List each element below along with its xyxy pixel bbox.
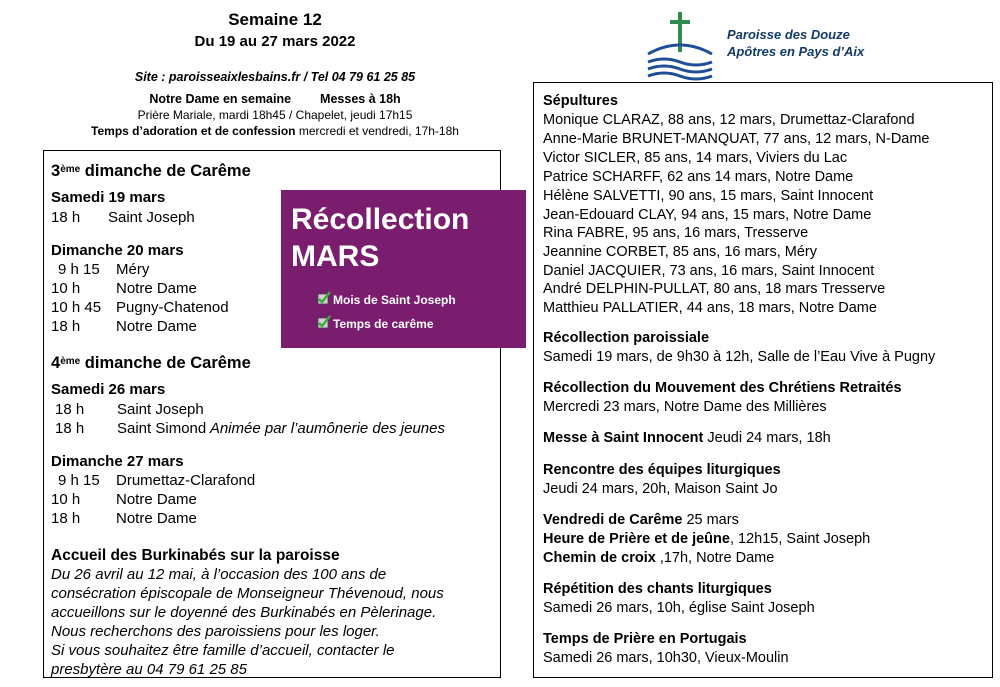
recollection-paroissiale-title: Récollection paroissiale	[543, 330, 710, 346]
sepulture-item: Daniel JACQUIER, 73 ans, 16 mars, Saint Innocent	[543, 263, 875, 279]
sepulture-item: Jean-Edouard CLAY, 94 ans, 15 mars, Notre Dame	[543, 207, 872, 223]
chants-title: Répétition des chants liturgiques	[543, 581, 772, 597]
burkina-line: consécration épiscopale de Monseigneur Thévenoud, nous	[51, 585, 444, 602]
mass-time: 10 h 45	[51, 299, 102, 316]
check-icon	[317, 291, 331, 305]
mass-time: 9 h 15	[58, 472, 100, 489]
recollection-check-1: Mois de Saint Joseph	[333, 293, 456, 307]
mcr-title: Récollection du Mouvement des Chrétiens Retraités	[543, 380, 902, 396]
mass-row	[58, 260, 149, 279]
messe-saint-innocent-title: Messe à Saint Innocent	[543, 430, 704, 446]
sat19-title: Samedi 19 mars	[51, 189, 166, 206]
sepulture-item: Victor SICLER, 85 ans, 14 mars, Viviers du Lac	[543, 150, 848, 166]
notre-dame-weekday-masses: Messes à 18h	[320, 92, 401, 106]
sepulture-item: Anne-Marie BRUNET-MANQUAT, 77 ans, 12 mars, N-Dame	[543, 131, 930, 147]
adoration-text: mercredi et vendredi, 17h-18h	[298, 124, 459, 138]
messe-saint-innocent	[543, 429, 831, 448]
burkina-line: Nous recherchons des paroissiens pour les loger.	[51, 623, 380, 640]
sepulture-item: Monique CLARAZ, 88 ans, 12 mars, Drumettaz-Clarafond	[543, 112, 915, 128]
sepulture-item: Matthieu PALLATIER, 44 ans, 18 mars, Notre Dame	[543, 300, 877, 316]
fourth-sunday-num: 4	[51, 354, 61, 372]
mass-place: Notre Dame	[116, 318, 197, 335]
vendredi-careme	[543, 511, 739, 530]
recollection-paroissiale-text: Samedi 19 mars, de 9h30 à 12h, Salle de l’Eau Vive à Pugny	[543, 349, 936, 365]
prayer-schedule: Prière Mariale, mardi 18h45 / Chapelet, jeudi 17h15	[137, 108, 413, 122]
mass-time: 18 h	[51, 510, 81, 527]
mass-place: Saint Joseph	[108, 209, 195, 226]
parish-name	[727, 26, 864, 60]
mass-row	[51, 208, 195, 227]
recollection-check-2: Temps de carême	[333, 317, 434, 331]
mass-time: 18 h	[51, 209, 81, 226]
mass-place: Notre Dame	[116, 510, 197, 527]
week-title: Semaine 12	[228, 10, 322, 29]
fourth-sunday-rest: dimanche de Carême	[80, 354, 251, 372]
burkina-line: Du 26 avril au 12 mai, à l’occasion des 100 ans de	[51, 566, 387, 583]
recollection-banner-month: MARS	[291, 240, 380, 273]
burkina-line: accueillons sur le doyenné des Burkinabés en Pèlerinage.	[51, 604, 437, 621]
mass-place: Méry	[116, 261, 150, 278]
chants-text: Samedi 26 mars, 10h, église Saint Joseph	[543, 600, 815, 616]
equipes-title: Rencontre des équipes liturgiques	[543, 462, 781, 478]
mass-place: Notre Dame	[116, 491, 197, 508]
mass-place: Saint Simond	[117, 420, 207, 437]
check-icon	[317, 315, 331, 329]
messe-saint-innocent-text: Jeudi 24 mars, 18h	[703, 430, 831, 446]
portugais-title: Temps de Prière en Portugais	[543, 631, 747, 647]
third-sunday-sup: ème	[60, 164, 81, 175]
mass-row	[51, 490, 197, 509]
recollection-banner-title: Récollection	[291, 203, 470, 236]
mass-time: 9 h 15	[58, 261, 100, 278]
mass-note: Animée par l’aumônerie des jeunes	[206, 420, 445, 437]
mass-place: Pugny-Chatenod	[116, 299, 229, 316]
sepulture-item: André DELPHIN-PULLAT, 80 ans, 18 mars Tresserve	[543, 281, 886, 297]
adoration-schedule	[55, 124, 495, 138]
sat26-title: Samedi 26 mars	[51, 381, 166, 398]
third-sunday-num: 3	[51, 162, 61, 180]
vendredi-careme-title: Vendredi de Carême	[543, 512, 683, 528]
parish-name-line2: Apôtres en Pays d’Aix	[727, 44, 865, 59]
mass-row	[55, 419, 445, 438]
mass-time: 10 h	[51, 280, 81, 297]
mcr-text: Mercredi 23 mars, Notre Dame des Millières	[543, 399, 827, 415]
mass-row	[51, 509, 197, 528]
chemin-croix	[543, 549, 774, 568]
notre-dame-weekday-label: Notre Dame en semaine	[149, 92, 292, 106]
notre-dame-weekday	[70, 92, 480, 106]
parish-name-line1: Paroisse des Douze	[727, 27, 850, 42]
sun27-title: Dimanche 27 mars	[51, 453, 184, 470]
equipes-text: Jeudi 24 mars, 20h, Maison Saint Jo	[543, 481, 778, 497]
mass-place: Notre Dame	[116, 280, 197, 297]
sepulture-item: Rina FABRE, 95 ans, 16 mars, Tresserve	[543, 225, 809, 241]
vendredi-careme-text: 25 mars	[682, 512, 739, 528]
sepulture-item: Patrice SCHARFF, 62 ans 14 mars, Notre Dame	[543, 169, 854, 185]
recollection-banner	[281, 190, 526, 348]
chemin-croix-text: ,17h, Notre Dame	[655, 550, 775, 566]
heure-priere-title: Heure de Prière et de jeûne	[543, 531, 730, 547]
sun20-title: Dimanche 20 mars	[51, 242, 184, 259]
third-sunday-title	[51, 162, 251, 181]
sepultures-title: Sépultures	[543, 93, 618, 109]
mass-row	[58, 471, 255, 490]
mass-row	[51, 279, 197, 298]
burkina-title: Accueil des Burkinabés sur la paroisse	[51, 547, 340, 564]
mass-row	[55, 400, 204, 419]
heure-priere	[543, 530, 870, 549]
mass-time: 18 h	[55, 420, 85, 437]
burkina-line: presbytère au 04 79 61 25 85	[51, 661, 247, 678]
mass-row	[51, 317, 197, 336]
chemin-croix-title: Chemin de croix	[543, 550, 656, 566]
mass-time: 10 h	[51, 491, 81, 508]
adoration-label: Temps d’adoration et de confession	[91, 124, 296, 138]
week-dates: Du 19 au 27 mars 2022	[194, 33, 356, 50]
sepulture-item: Jeannine CORBET, 85 ans, 16 mars, Méry	[543, 244, 818, 260]
mass-time: 18 h	[51, 318, 81, 335]
third-sunday-rest: dimanche de Carême	[80, 162, 251, 180]
fourth-sunday-title	[51, 354, 251, 373]
heure-priere-text: , 12h15, Saint Joseph	[729, 531, 871, 547]
portugais-text: Samedi 26 mars, 10h30, Vieux-Moulin	[543, 650, 789, 666]
mass-place: Drumettaz-Clarafond	[116, 472, 256, 489]
mass-time: 18 h	[55, 401, 85, 418]
mass-row	[51, 298, 229, 317]
fourth-sunday-sup: ème	[60, 356, 81, 367]
burkina-line: Si vous souhaitez être famille d’accueil, contacter le	[51, 642, 395, 659]
site-and-phone: Site : paroisseaixlesbains.fr / Tel 04 79 61 25 85	[134, 70, 416, 84]
sepulture-item: Hélène SALVETTI, 90 ans, 15 mars, Saint Innocent	[543, 188, 874, 204]
mass-place: Saint Joseph	[117, 401, 204, 418]
